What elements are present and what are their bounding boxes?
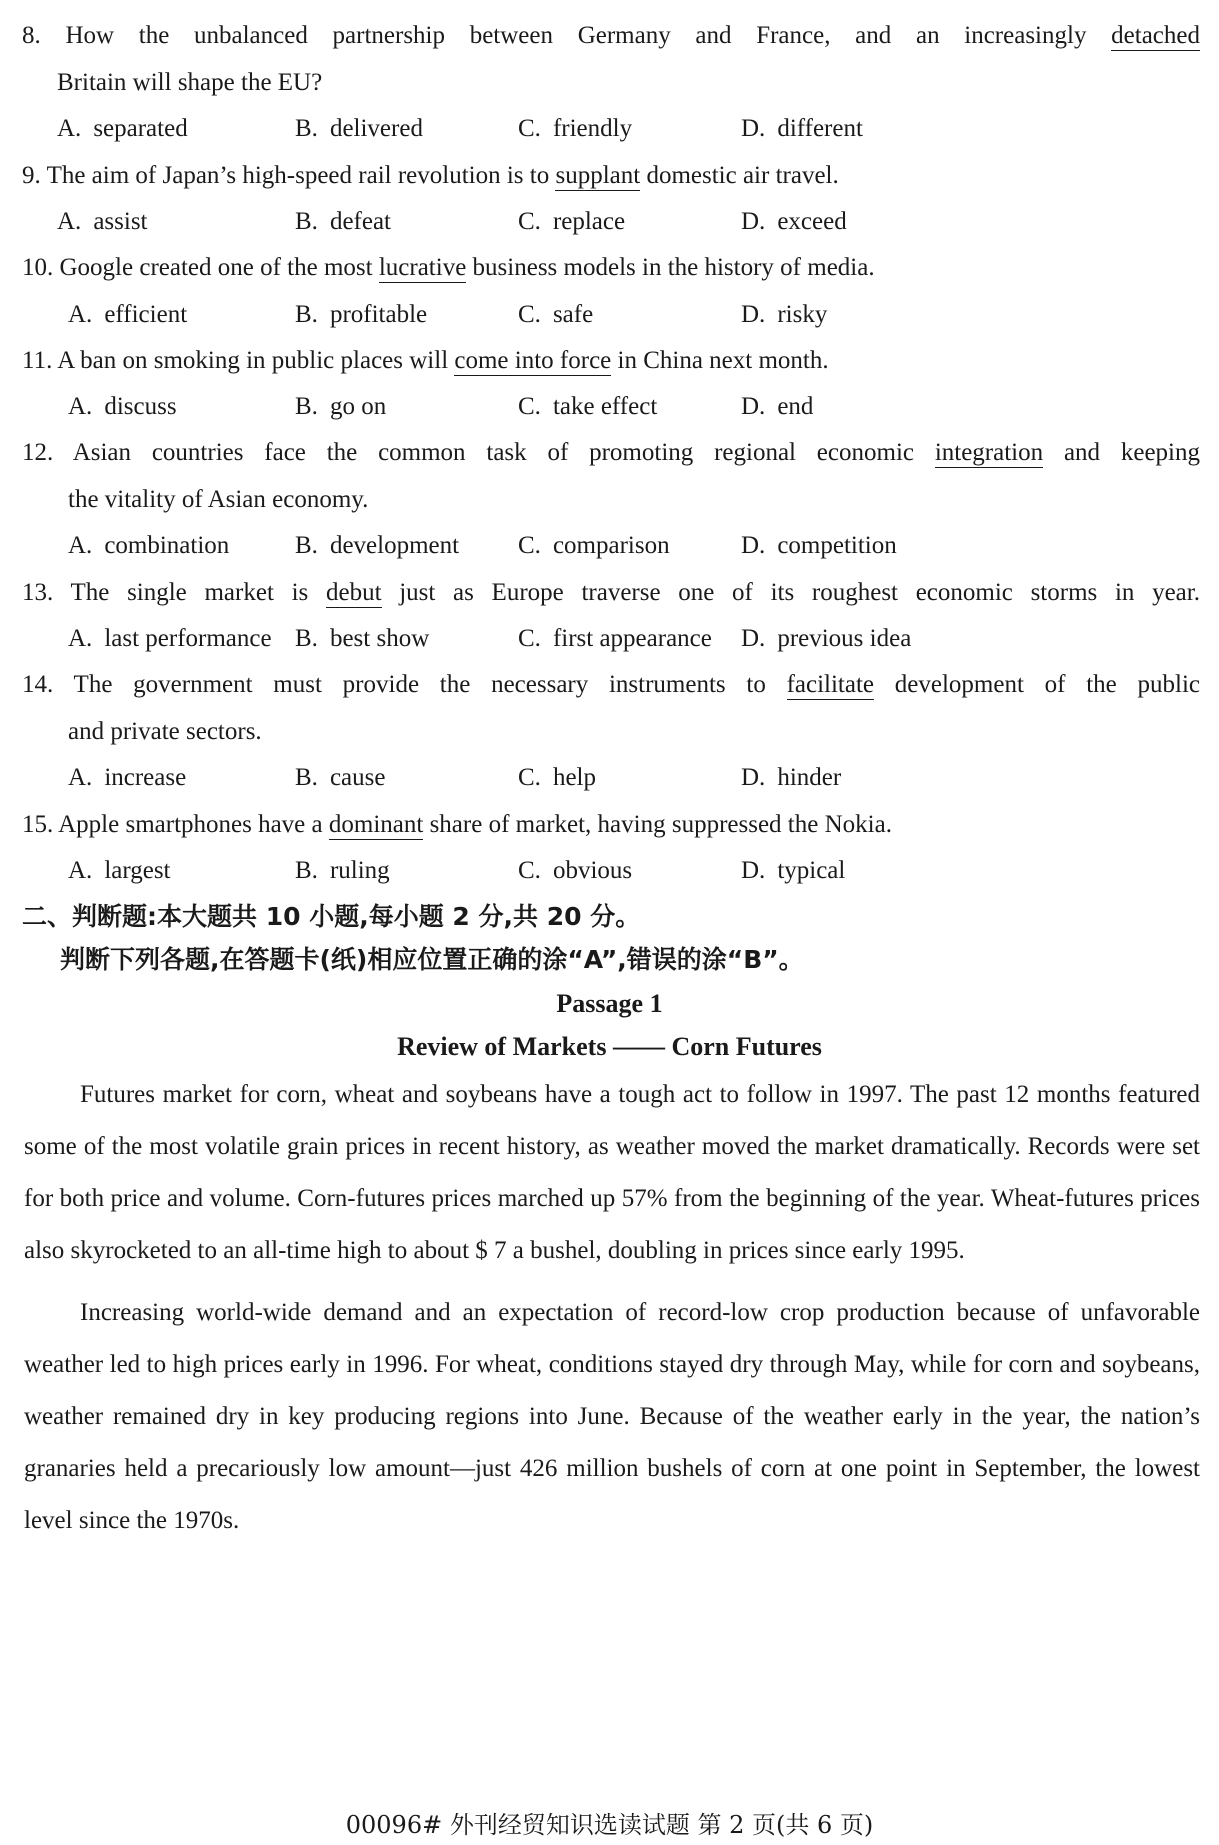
option-letter: B. bbox=[295, 532, 318, 559]
question-15-stem bbox=[22, 809, 892, 841]
question-12-stem bbox=[22, 437, 1200, 469]
option-c bbox=[518, 762, 596, 794]
option-letter: B. bbox=[295, 393, 318, 420]
option-letter: B. bbox=[295, 764, 318, 791]
question-14-continuation: and private sectors. bbox=[68, 718, 262, 745]
option-letter: C. bbox=[518, 115, 541, 142]
option-letter: A. bbox=[57, 208, 82, 235]
question-number: 12. bbox=[22, 439, 54, 466]
question-text-after: development of the public bbox=[874, 671, 1200, 698]
option-letter: A. bbox=[68, 532, 93, 559]
question-text: Google created one of the most bbox=[59, 254, 379, 281]
option-d bbox=[741, 391, 813, 423]
passage-title: Review of Markets —— Corn Futures bbox=[397, 1032, 822, 1061]
option-text: end bbox=[777, 393, 814, 420]
underlined-word: come into force bbox=[454, 347, 612, 374]
option-text: delivered bbox=[329, 115, 423, 142]
question-text-after: and keeping bbox=[1043, 439, 1200, 466]
option-d bbox=[741, 623, 911, 655]
option-text: defeat bbox=[329, 208, 391, 235]
option-c bbox=[518, 855, 632, 887]
option-letter: D. bbox=[741, 532, 766, 559]
option-b bbox=[295, 206, 391, 238]
question-12-continuation: the vitality of Asian economy. bbox=[68, 486, 369, 513]
option-b bbox=[295, 299, 427, 331]
option-b bbox=[295, 623, 429, 655]
option-letter: C. bbox=[518, 301, 541, 328]
question-text: The aim of Japan’s high-speed rail revolution is to bbox=[46, 162, 556, 189]
option-d bbox=[741, 762, 841, 794]
option-text: increase bbox=[104, 764, 187, 791]
question-text-after: share of market, having suppressed the Nokia. bbox=[423, 811, 892, 838]
option-letter: B. bbox=[295, 208, 318, 235]
option-text: cause bbox=[329, 764, 386, 791]
option-b bbox=[295, 762, 385, 794]
question-text: Asian countries face the common task of promoting regional economic bbox=[72, 439, 935, 466]
option-text: friendly bbox=[552, 115, 633, 142]
question-text: The single market is bbox=[70, 579, 326, 606]
option-letter: A. bbox=[68, 857, 93, 884]
option-letter: C. bbox=[518, 625, 541, 652]
option-text: help bbox=[552, 764, 596, 791]
underlined-word: facilitate bbox=[786, 671, 875, 698]
underlined-word: debut bbox=[325, 579, 382, 606]
question-8-continuation: Britain will shape the EU? bbox=[57, 69, 323, 96]
option-text: typical bbox=[777, 857, 846, 884]
option-letter: A. bbox=[68, 393, 93, 420]
option-b bbox=[295, 530, 459, 562]
option-letter: A. bbox=[68, 625, 93, 652]
option-d bbox=[741, 299, 827, 331]
option-b bbox=[295, 391, 386, 423]
option-text: assist bbox=[93, 208, 148, 235]
option-a bbox=[68, 530, 229, 562]
option-letter: B. bbox=[295, 301, 318, 328]
option-text: exceed bbox=[777, 208, 847, 235]
question-number: 14. bbox=[22, 671, 54, 698]
option-letter: D. bbox=[741, 857, 766, 884]
option-letter: C. bbox=[518, 208, 541, 235]
option-text: replace bbox=[552, 208, 626, 235]
question-number: 9. bbox=[22, 162, 41, 189]
question-number: 15. bbox=[22, 811, 54, 838]
underlined-word: detached bbox=[1111, 22, 1200, 49]
option-text: best show bbox=[329, 625, 430, 652]
option-letter: D. bbox=[741, 115, 766, 142]
option-letter: C. bbox=[518, 764, 541, 791]
question-number: 11. bbox=[22, 347, 53, 374]
option-letter: A. bbox=[68, 764, 93, 791]
question-text-after: in China next month. bbox=[611, 347, 829, 374]
option-text: ruling bbox=[329, 857, 390, 884]
option-c bbox=[518, 530, 670, 562]
option-letter: D. bbox=[741, 208, 766, 235]
option-c bbox=[518, 206, 625, 238]
option-c bbox=[518, 299, 593, 331]
question-number: 13. bbox=[22, 579, 54, 606]
option-c bbox=[518, 113, 632, 145]
passage-label: Passage 1 bbox=[556, 989, 663, 1018]
section-2-heading: 二、判断题:本大题共 10 小题,每小题 2 分,共 20 分。 bbox=[22, 902, 641, 931]
option-letter: B. bbox=[295, 625, 318, 652]
underlined-word: dominant bbox=[328, 811, 424, 838]
option-text: development bbox=[329, 532, 460, 559]
question-text: The government must provide the necessary instruments to bbox=[73, 671, 787, 698]
section-2-instruction: 判断下列各题,在答题卡(纸)相应位置正确的涂“A”,错误的涂“B”。 bbox=[60, 945, 804, 974]
option-letter: C. bbox=[518, 532, 541, 559]
option-d bbox=[741, 530, 897, 562]
option-letter: A. bbox=[57, 115, 82, 142]
option-a bbox=[57, 206, 148, 238]
option-a bbox=[68, 623, 272, 655]
question-number: 8. bbox=[22, 22, 41, 49]
option-text: combination bbox=[104, 532, 230, 559]
option-text: profitable bbox=[329, 301, 428, 328]
question-text-after: just as Europe traverse one of its roughest economic storms in year. bbox=[381, 579, 1200, 606]
option-b bbox=[295, 113, 423, 145]
passage-paragraph-2: Increasing world-wide demand and an expectation of record-low crop production because of unfavorable weather led to high prices early in 1996. For wheat, conditions stayed dry through May, while for corn and soybeans, weather remained dry in key producing regions into June. Because of the weather early in the year, the nation’s granaries held a precariously low amount—just 426 million bushels of corn at one point in September, the lowest level since the 1970s. bbox=[24, 1299, 1200, 1534]
option-a bbox=[68, 299, 187, 331]
option-a bbox=[68, 391, 177, 423]
option-letter: D. bbox=[741, 301, 766, 328]
option-a bbox=[68, 855, 171, 887]
option-text: take effect bbox=[552, 393, 658, 420]
option-d bbox=[741, 113, 863, 145]
option-b bbox=[295, 855, 390, 887]
option-text: risky bbox=[777, 301, 828, 328]
option-text: largest bbox=[104, 857, 171, 884]
option-text: comparison bbox=[552, 532, 670, 559]
question-text-after: business models in the history of media. bbox=[466, 254, 875, 281]
option-text: obvious bbox=[552, 857, 633, 884]
question-14-stem bbox=[22, 669, 1200, 701]
option-text: competition bbox=[777, 532, 897, 559]
underlined-word: lucrative bbox=[378, 254, 467, 281]
option-text: last performance bbox=[104, 625, 272, 652]
question-text: Apple smartphones have a bbox=[58, 811, 329, 838]
option-c bbox=[518, 623, 712, 655]
option-a bbox=[57, 113, 188, 145]
question-11-stem bbox=[22, 345, 829, 377]
underlined-word: integration bbox=[934, 439, 1044, 466]
page-footer: 00096# 外刊经贸知识选读试题 第 2 页(共 6 页) bbox=[345, 1811, 874, 1839]
question-9-stem bbox=[22, 160, 839, 192]
option-letter: C. bbox=[518, 393, 541, 420]
question-number: 10. bbox=[22, 254, 54, 281]
option-text: previous idea bbox=[777, 625, 912, 652]
option-letter: B. bbox=[295, 857, 318, 884]
option-text: hinder bbox=[777, 764, 842, 791]
question-8-stem bbox=[22, 20, 1200, 52]
option-text: discuss bbox=[104, 393, 177, 420]
option-text: go on bbox=[329, 393, 387, 420]
option-d bbox=[741, 206, 847, 238]
question-text: A ban on smoking in public places will bbox=[57, 347, 455, 374]
option-letter: A. bbox=[68, 301, 93, 328]
option-text: first appearance bbox=[552, 625, 712, 652]
option-a bbox=[68, 762, 186, 794]
option-letter: C. bbox=[518, 857, 541, 884]
question-10-stem bbox=[22, 252, 875, 284]
question-text-after: domestic air travel. bbox=[640, 162, 839, 189]
passage-paragraph-1: Futures market for corn, wheat and soybeans have a tough act to follow in 1997. The past 12 months featured some of the most volatile grain prices in recent history, as weather moved the market dramatically. Records were set for both price and volume. Corn-futures prices marched up 57% from the beginning of the year. Wheat-futures prices also skyrocketed to an all-time high to about $ 7 a bushel, doubling in prices since early 1995. bbox=[24, 1081, 1200, 1264]
option-text: efficient bbox=[104, 301, 188, 328]
question-text: How the unbalanced partnership between Germany and France, and an increasingly bbox=[65, 22, 1112, 49]
option-letter: D. bbox=[741, 764, 766, 791]
question-13-stem bbox=[22, 577, 1200, 609]
option-text: different bbox=[777, 115, 863, 142]
option-letter: D. bbox=[741, 625, 766, 652]
option-text: safe bbox=[552, 301, 594, 328]
option-d bbox=[741, 855, 845, 887]
option-letter: B. bbox=[295, 115, 318, 142]
option-letter: D. bbox=[741, 393, 766, 420]
option-text: separated bbox=[93, 115, 188, 142]
option-c bbox=[518, 391, 657, 423]
underlined-word: supplant bbox=[555, 162, 641, 189]
